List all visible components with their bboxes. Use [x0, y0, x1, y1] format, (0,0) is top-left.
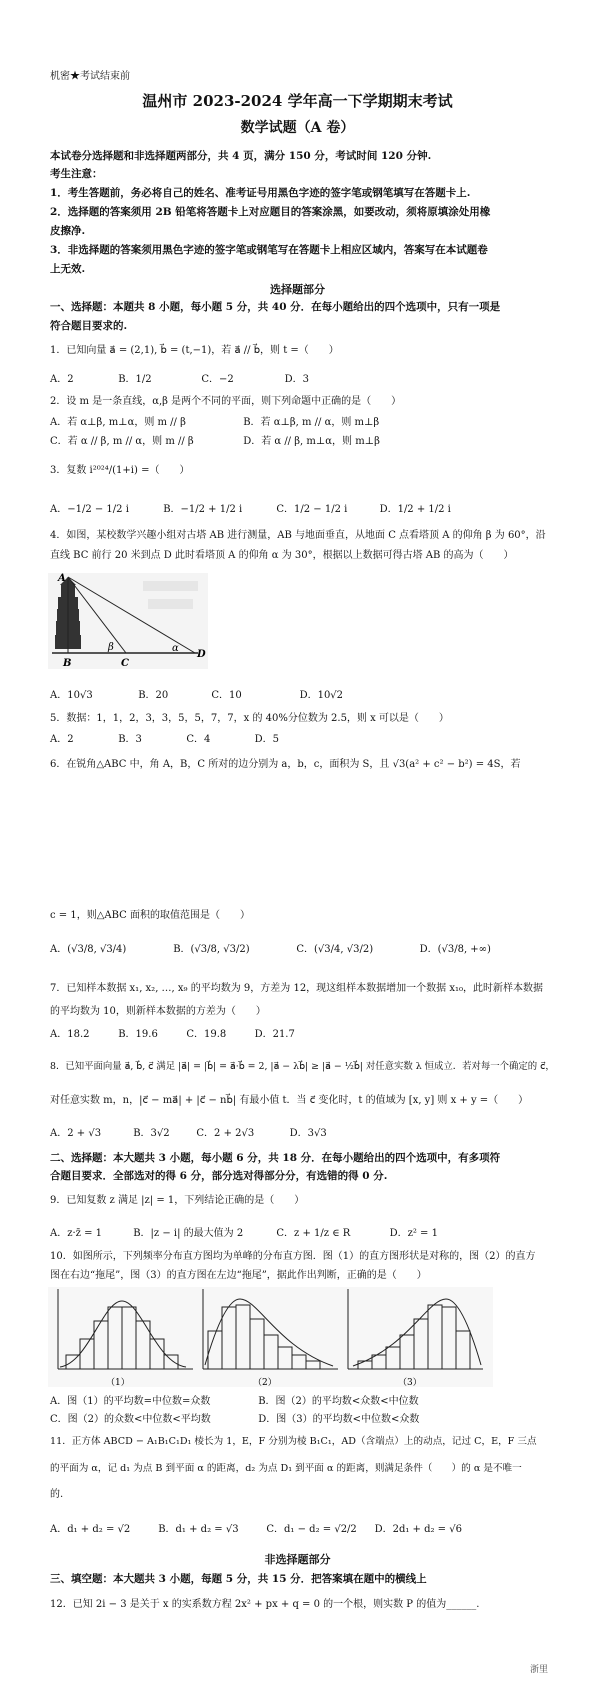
q6-option-a[interactable]: A．(√3/8, √3/4) [50, 944, 127, 955]
notice-item: 上无效. [50, 263, 86, 275]
notice-intro: 本试卷分选择题和非选择题两部分，共 4 页，满分 150 分，考试时间 120 分钟. [50, 150, 432, 162]
point-b-label: B [63, 658, 72, 669]
q6-stem-cont: c = 1，则△ABC 面积的取值范围是（ ） [50, 910, 250, 921]
q2-option-d[interactable]: D．若 α // β, m⊥α，则 m⊥β [243, 436, 380, 447]
q9-option-b[interactable]: B．|z − i| 的最大值为 2 [133, 1228, 244, 1239]
q7-option-a[interactable]: A．18.2 [50, 1029, 90, 1040]
q3-option-b[interactable]: B．−1/2 + 1/2 i [163, 504, 243, 515]
q1-stem: 1．已知向量 a⃗ = (2,1), b⃗ = (t,−1)，若 a⃗ // b⃗，则 t =（ ） [50, 345, 339, 356]
q6-stem: 6．在锐角△ABC 中，角 A，B，C 所对的边分别为 a，b，c，面积为 S，且 √3(a² + c² − b²) = 4S，若 [50, 759, 521, 770]
q11-option-b[interactable]: B．d₁ + d₂ = √3 [158, 1524, 239, 1535]
q3-option-d[interactable]: D．1/2 + 1/2 i [379, 504, 451, 515]
q8-option-b[interactable]: B．3√2 [133, 1128, 170, 1139]
notice-heading: 考生注意： [50, 168, 103, 180]
q12-stem: 12．已知 2i − 3 是关于 x 的实系数方程 2x² + px + q = 0 的一个根，则实数 P 的值为______. [50, 1599, 480, 1610]
section3-heading: 三、填空题：本大题共 3 小题，每题 5 分，共 15 分．把答案填在题中的横线上 [50, 1573, 427, 1585]
q3-option-a[interactable]: A．−1/2 − 1/2 i [50, 504, 129, 515]
pagoda-figure [48, 573, 208, 669]
q11-stem-end: 的. [50, 1489, 64, 1500]
q9-option-d[interactable]: D．z² = 1 [389, 1228, 438, 1239]
q8-option-c[interactable]: C．2 + 2√3 [196, 1128, 255, 1139]
footer-mark: 浙里 [530, 1665, 549, 1675]
q11-option-c[interactable]: C．d₁ − d₂ = √2/2 [266, 1524, 357, 1535]
q7-stem-cont: 的平均数为 10，则新样本数据的方差为（ ） [50, 1006, 266, 1017]
q5-option-a[interactable]: A．2 [50, 734, 74, 745]
q4-option-a[interactable]: A．10√3 [50, 690, 93, 701]
section-title-nonchoice: 非选择题部分 [264, 1553, 331, 1566]
q11-option-a[interactable]: A．d₁ + d₂ = √2 [50, 1524, 131, 1535]
q9-option-c[interactable]: C．z + 1/z ∈ R [276, 1228, 351, 1239]
q7-option-d[interactable]: D．21.7 [254, 1029, 295, 1040]
notice-item: 1．考生答题前，务必将自己的姓名、准考证号用黑色字迹的签字笔或钢笔填写在答题卡上. [50, 187, 471, 199]
q3-option-c[interactable]: C．1/2 − 1/2 i [276, 504, 348, 515]
q10-stem-cont: 图在右边“拖尾”，图（3）的直方图在左边“拖尾”，据此作出判断，正确的是（ ） [50, 1270, 427, 1281]
q1-option-a[interactable]: A．2 [50, 374, 74, 385]
q9-option-a[interactable]: A．z·z̄ = 1 [50, 1228, 103, 1239]
q1-option-b[interactable]: B．1/2 [118, 374, 152, 385]
secret-label: 机密★考试结束前 [50, 71, 130, 82]
q6-option-d[interactable]: D．(√3/8, +∞) [419, 944, 491, 955]
angle-beta-label: β [108, 642, 114, 653]
q7-option-b[interactable]: B．19.6 [118, 1029, 158, 1040]
section1-heading-cont: 符合题目要求的. [50, 320, 128, 332]
q6-option-c[interactable]: C．(√3/4, √3/2) [296, 944, 374, 955]
q2-option-b[interactable]: B．若 α⊥β, m // α，则 m⊥β [243, 417, 380, 428]
histogram-3-caption: （3） [398, 1378, 422, 1387]
q1-option-c[interactable]: C．−2 [201, 374, 234, 385]
section1-heading: 一、选择题：本题共 8 小题，每小题 5 分，共 40 分．在每小题给出的四个选项中，只有一项是 [50, 301, 501, 313]
q10-option-b[interactable]: B．图（2）的平均数<众数<中位数 [258, 1396, 419, 1407]
point-d-label: D [197, 649, 206, 660]
q11-option-d[interactable]: D．2d₁ + d₂ = √6 [374, 1524, 462, 1535]
exam-title: 温州市 2023-2024 学年高一下学期期末考试 [142, 92, 453, 110]
q4-option-c[interactable]: C．10 [211, 690, 242, 701]
q5-option-d[interactable]: D．5 [254, 734, 279, 745]
q2-option-c[interactable]: C．若 α // β, m // α，则 m // β [50, 436, 194, 447]
histogram-1-caption: （1） [106, 1378, 130, 1387]
q6-option-b[interactable]: B．(√3/8, √3/2) [173, 944, 250, 955]
histogram-figures [48, 1287, 493, 1387]
q8-option-a[interactable]: A．2 + √3 [50, 1128, 102, 1139]
notice-item: 2．选择题的答案须用 2B 铅笔将答题卡上对应题目的答案涂黑，如要改动，须将原填涂处用橡 [50, 206, 491, 218]
q4-stem: 4．如图，某校数学兴趣小组对古塔 AB 进行测量，AB 与地面垂直，从地面 C 点看塔顶 A 的仰角 β 为 60°，沿 [50, 530, 546, 541]
q4-option-d[interactable]: D．10√2 [299, 690, 344, 701]
q7-option-c[interactable]: C．19.8 [186, 1029, 227, 1040]
q2-option-a[interactable]: A．若 α⊥β, m⊥α，则 m // β [50, 417, 186, 428]
q8-option-d[interactable]: D．3√3 [289, 1128, 327, 1139]
point-a-label: A [58, 573, 66, 584]
exam-subtitle: 数学试题（A 卷） [240, 120, 355, 136]
q7-stem: 7．已知样本数据 x₁, x₂, …, x₉ 的平均数为 9，方差为 12，现这组样本数据增加一个数据 x₁₀，此时新样本数据 [50, 983, 544, 994]
q10-option-d[interactable]: D．图（3）的平均数<中位数<众数 [258, 1414, 420, 1425]
histogram-2-caption: （2） [253, 1378, 277, 1387]
q9-stem: 9．已知复数 z 满足 |z| = 1，下列结论正确的是（ ） [50, 1195, 305, 1206]
notice-item: 3．非选择题的答案须用黑色字迹的签字笔或钢笔写在答题卡上相应区域内，答案写在本试题卷 [50, 244, 488, 256]
angle-alpha-label: α [172, 643, 179, 654]
q10-option-c[interactable]: C．图（2）的众数<中位数<平均数 [50, 1414, 211, 1425]
q5-option-b[interactable]: B．3 [118, 734, 142, 745]
section2-heading: 二、选择题：本大题共 3 小题，每小题 6 分，共 18 分．在每小题给出的四个选项中，有多项符 [50, 1152, 501, 1164]
q8-stem-cont: 对任意实数 m，n，|c⃗ − ma⃗| + |c⃗ − nb⃗| 有最小值 t．当 c⃗ 变化时，t 的值域为 [x, y] 则 x + y =（ ） [50, 1095, 529, 1106]
q4-stem-cont: 直线 BC 前行 20 米到点 D 此时看塔顶 A 的仰角 α 为 30°，根据以上数据可得古塔 AB 的高为（ ） [50, 550, 514, 561]
point-c-label: C [121, 658, 129, 669]
notice-item: 皮擦净. [50, 225, 86, 237]
q2-stem: 2．设 m 是一条直线，α,β 是两个不同的平面，则下列命题中正确的是（ ） [50, 396, 402, 407]
q4-option-b[interactable]: B．20 [138, 690, 169, 701]
q11-stem: 11．正方体 ABCD − A₁B₁C₁D₁ 棱长为 1，E，F 分别为棱 B₁C₁，AD（含端点）上的动点，记过 C，E，F 三点 [50, 1436, 537, 1447]
section-title-choice: 选择题部分 [270, 283, 325, 296]
section2-heading-cont: 合题目要求．全部选对的得 6 分，部分选对得部分分，有选错的得 0 分. [50, 1170, 388, 1182]
q8-stem: 8．已知平面向量 a⃗, b⃗, c⃗ 满足 |a⃗| = |b⃗| = a⃗·b⃗ = 2, |a⃗ − λb⃗| ≥ |a⃗ − ½b⃗| 对任意实数 λ 恒成立．若对每一个确定的 c⃗， [50, 1061, 555, 1072]
q10-option-a[interactable]: A．图（1）的平均数=中位数=众数 [50, 1396, 211, 1407]
q5-stem: 5．数据：1，1，2，3，3，5，5，7，7，x 的 40%分位数为 2.5，则 x 可以是（ ） [50, 713, 449, 724]
q10-stem: 10．如图所示，下列频率分布直方图均为单峰的分布直方图．图（1）的直方图形状是对称的，图（2）的直方 [50, 1251, 536, 1262]
q11-stem-cont: 的平面为 α，记 d₁ 为点 B 到平面 α 的距离，d₂ 为点 D₁ 到平面 α 的距离，则满足条件（ ）的 α 是不唯一 [50, 1463, 522, 1474]
q3-stem: 3．复数 i²⁰²⁴/(1+i) =（ ） [50, 465, 190, 476]
q1-option-d[interactable]: D．3 [284, 374, 309, 385]
q5-option-c[interactable]: C．4 [186, 734, 211, 745]
